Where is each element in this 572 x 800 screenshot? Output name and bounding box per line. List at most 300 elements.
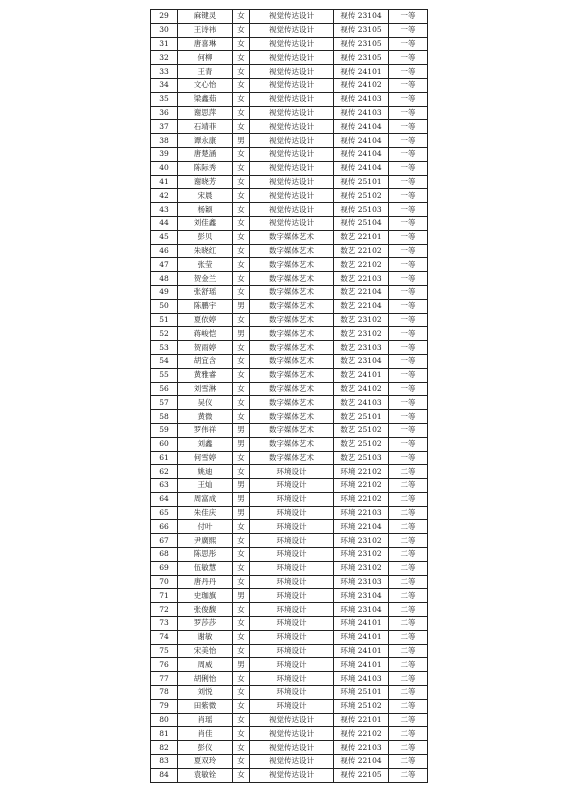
gender-cell: 女 (233, 23, 250, 37)
table-row (151, 506, 428, 520)
class-code-cell: 环境 22102 (334, 465, 389, 479)
gender-cell: 女 (233, 161, 250, 175)
gender-cell: 男 (233, 327, 250, 341)
major-cell: 视觉传达设计 (250, 203, 334, 217)
major-cell: 视觉传达设计 (250, 189, 334, 203)
row-number-cell: 76 (151, 658, 178, 672)
class-code-cell: 环境 24101 (334, 617, 389, 631)
student-name-cell: 唐丹丹 (178, 575, 233, 589)
student-name-cell: 刘佳鑫 (178, 216, 233, 230)
student-name-cell: 谢敏 (178, 630, 233, 644)
major-cell: 环境设计 (250, 465, 334, 479)
award-roster-table (150, 9, 428, 783)
class-code-cell: 环境 23102 (334, 548, 389, 562)
row-number-cell: 75 (151, 644, 178, 658)
class-code-cell: 视传 24104 (334, 120, 389, 134)
major-cell: 环境设计 (250, 506, 334, 520)
table-row (151, 327, 428, 341)
major-cell: 环境设计 (250, 534, 334, 548)
table-row (151, 451, 428, 465)
table-row (151, 727, 428, 741)
row-number-cell: 81 (151, 727, 178, 741)
row-number-cell: 49 (151, 285, 178, 299)
row-number-cell: 72 (151, 603, 178, 617)
student-name-cell: 彭贝 (178, 230, 233, 244)
class-code-cell: 视传 24104 (334, 147, 389, 161)
gender-cell: 女 (233, 272, 250, 286)
major-cell: 视觉传达设计 (250, 23, 334, 37)
major-cell: 视觉传达设计 (250, 37, 334, 51)
gender-cell: 男 (233, 299, 250, 313)
table-row (151, 65, 428, 79)
row-number-cell: 37 (151, 120, 178, 134)
class-code-cell: 数艺 23104 (334, 354, 389, 368)
row-number-cell: 46 (151, 244, 178, 258)
class-code-cell: 数艺 22104 (334, 299, 389, 313)
major-cell: 视觉传达设计 (250, 755, 334, 769)
row-number-cell: 56 (151, 382, 178, 396)
row-number-cell: 77 (151, 672, 178, 686)
major-cell: 数字媒体艺术 (250, 341, 334, 355)
award-level-cell: 一等 (389, 327, 428, 341)
gender-cell: 女 (233, 672, 250, 686)
gender-cell: 女 (233, 520, 250, 534)
gender-cell: 男 (233, 437, 250, 451)
major-cell: 数字媒体艺术 (250, 244, 334, 258)
major-cell: 环境设计 (250, 589, 334, 603)
class-code-cell: 环境 24101 (334, 630, 389, 644)
class-code-cell: 环境 24101 (334, 644, 389, 658)
row-number-cell: 73 (151, 617, 178, 631)
row-number-cell: 51 (151, 313, 178, 327)
table-row (151, 575, 428, 589)
major-cell: 数字媒体艺术 (250, 272, 334, 286)
award-level-cell: 二等 (389, 658, 428, 672)
gender-cell: 女 (233, 189, 250, 203)
row-number-cell: 59 (151, 423, 178, 437)
award-level-cell: 二等 (389, 727, 428, 741)
class-code-cell: 视传 25101 (334, 175, 389, 189)
class-code-cell: 环境 25101 (334, 686, 389, 700)
major-cell: 视觉传达设计 (250, 120, 334, 134)
award-level-cell: 二等 (389, 465, 428, 479)
student-name-cell: 姚迪 (178, 465, 233, 479)
gender-cell: 女 (233, 699, 250, 713)
major-cell: 环境设计 (250, 644, 334, 658)
table-row (151, 437, 428, 451)
row-number-cell: 52 (151, 327, 178, 341)
major-cell: 数字媒体艺术 (250, 299, 334, 313)
gender-cell: 女 (233, 644, 250, 658)
award-level-cell: 二等 (389, 741, 428, 755)
table-row (151, 755, 428, 769)
gender-cell: 女 (233, 106, 250, 120)
major-cell: 数字媒体艺术 (250, 258, 334, 272)
student-name-cell: 罗莎莎 (178, 617, 233, 631)
row-number-cell: 41 (151, 175, 178, 189)
major-cell: 环境设计 (250, 672, 334, 686)
class-code-cell: 环境 22103 (334, 506, 389, 520)
award-level-cell: 一等 (389, 451, 428, 465)
table-row (151, 272, 428, 286)
gender-cell: 女 (233, 78, 250, 92)
major-cell: 视觉传达设计 (250, 175, 334, 189)
student-name-cell: 宋晨 (178, 189, 233, 203)
student-name-cell: 王诗祎 (178, 23, 233, 37)
class-code-cell: 数艺 24102 (334, 382, 389, 396)
student-name-cell: 彭仪 (178, 741, 233, 755)
award-level-cell: 一等 (389, 396, 428, 410)
student-name-cell: 胡俐怡 (178, 672, 233, 686)
award-level-cell: 二等 (389, 575, 428, 589)
student-name-cell: 麻键灵 (178, 10, 233, 24)
table-row (151, 189, 428, 203)
student-name-cell: 张俊馥 (178, 603, 233, 617)
row-number-cell: 80 (151, 713, 178, 727)
gender-cell: 女 (233, 354, 250, 368)
gender-cell: 女 (233, 10, 250, 24)
student-name-cell: 周威 (178, 658, 233, 672)
gender-cell: 女 (233, 768, 250, 782)
class-code-cell: 视传 24103 (334, 92, 389, 106)
class-code-cell: 视传 25103 (334, 203, 389, 217)
award-level-cell: 一等 (389, 258, 428, 272)
award-level-cell: 一等 (389, 147, 428, 161)
row-number-cell: 55 (151, 368, 178, 382)
table-row (151, 341, 428, 355)
table-row (151, 644, 428, 658)
award-level-cell: 一等 (389, 134, 428, 148)
award-level-cell: 一等 (389, 37, 428, 51)
major-cell: 环境设计 (250, 548, 334, 562)
award-level-cell: 一等 (389, 299, 428, 313)
table-row (151, 313, 428, 327)
table-row (151, 520, 428, 534)
row-number-cell: 63 (151, 479, 178, 493)
row-number-cell: 64 (151, 492, 178, 506)
student-name-cell: 田紫微 (178, 699, 233, 713)
student-name-cell: 肖佳 (178, 727, 233, 741)
row-number-cell: 57 (151, 396, 178, 410)
major-cell: 视觉传达设计 (250, 78, 334, 92)
table-row (151, 244, 428, 258)
major-cell: 数字媒体艺术 (250, 396, 334, 410)
student-name-cell: 杨颖 (178, 203, 233, 217)
major-cell: 数字媒体艺术 (250, 437, 334, 451)
class-code-cell: 数艺 22104 (334, 285, 389, 299)
gender-cell: 女 (233, 341, 250, 355)
gender-cell: 女 (233, 230, 250, 244)
row-number-cell: 50 (151, 299, 178, 313)
award-level-cell: 一等 (389, 368, 428, 382)
table-row (151, 465, 428, 479)
student-name-cell: 陈思彤 (178, 548, 233, 562)
award-level-cell: 二等 (389, 686, 428, 700)
student-name-cell: 谢思萍 (178, 106, 233, 120)
major-cell: 环境设计 (250, 686, 334, 700)
student-name-cell: 张莹 (178, 258, 233, 272)
gender-cell: 女 (233, 216, 250, 230)
major-cell: 数字媒体艺术 (250, 313, 334, 327)
award-level-cell: 二等 (389, 644, 428, 658)
gender-cell: 男 (233, 492, 250, 506)
award-level-cell: 一等 (389, 203, 428, 217)
class-code-cell: 数艺 25102 (334, 437, 389, 451)
award-level-cell: 二等 (389, 492, 428, 506)
table-row (151, 106, 428, 120)
class-code-cell: 数艺 22101 (334, 230, 389, 244)
table-row (151, 37, 428, 51)
major-cell: 数字媒体艺术 (250, 410, 334, 424)
major-cell: 视觉传达设计 (250, 65, 334, 79)
student-name-cell: 梁鑫茹 (178, 92, 233, 106)
major-cell: 视觉传达设计 (250, 51, 334, 65)
gender-cell: 男 (233, 506, 250, 520)
table-row (151, 492, 428, 506)
table-row (151, 741, 428, 755)
award-level-cell: 一等 (389, 120, 428, 134)
table-row (151, 630, 428, 644)
row-number-cell: 68 (151, 548, 178, 562)
award-level-cell: 一等 (389, 230, 428, 244)
row-number-cell: 39 (151, 147, 178, 161)
gender-cell: 男 (233, 658, 250, 672)
class-code-cell: 数艺 23102 (334, 313, 389, 327)
row-number-cell: 35 (151, 92, 178, 106)
row-number-cell: 42 (151, 189, 178, 203)
student-name-cell: 文心怡 (178, 78, 233, 92)
student-name-cell: 何柳 (178, 51, 233, 65)
row-number-cell: 74 (151, 630, 178, 644)
row-number-cell: 65 (151, 506, 178, 520)
award-level-cell: 一等 (389, 354, 428, 368)
student-name-cell: 王青 (178, 65, 233, 79)
class-code-cell: 视传 23105 (334, 23, 389, 37)
student-name-cell: 贺雨婷 (178, 341, 233, 355)
award-level-cell: 一等 (389, 175, 428, 189)
table-row (151, 410, 428, 424)
row-number-cell: 71 (151, 589, 178, 603)
student-name-cell: 陈际秀 (178, 161, 233, 175)
table-row (151, 354, 428, 368)
table-row (151, 589, 428, 603)
class-code-cell: 数艺 23103 (334, 341, 389, 355)
student-name-cell: 夏双玲 (178, 755, 233, 769)
table-row (151, 658, 428, 672)
table-row (151, 561, 428, 575)
table-row (151, 134, 428, 148)
table-row (151, 10, 428, 24)
class-code-cell: 视传 22103 (334, 741, 389, 755)
table-row (151, 147, 428, 161)
gender-cell: 女 (233, 175, 250, 189)
award-level-cell: 二等 (389, 699, 428, 713)
gender-cell: 女 (233, 147, 250, 161)
table-row (151, 92, 428, 106)
student-name-cell: 王灿 (178, 479, 233, 493)
class-code-cell: 视传 23105 (334, 37, 389, 51)
table-row (151, 548, 428, 562)
student-name-cell: 尹廣熙 (178, 534, 233, 548)
gender-cell: 女 (233, 203, 250, 217)
table-row (151, 686, 428, 700)
gender-cell: 女 (233, 575, 250, 589)
award-level-cell: 一等 (389, 272, 428, 286)
award-level-cell: 一等 (389, 410, 428, 424)
student-name-cell: 贺金兰 (178, 272, 233, 286)
major-cell: 数字媒体艺术 (250, 285, 334, 299)
table-row (151, 699, 428, 713)
class-code-cell: 视传 25102 (334, 189, 389, 203)
award-level-cell: 一等 (389, 341, 428, 355)
award-level-cell: 一等 (389, 78, 428, 92)
class-code-cell: 视传 24101 (334, 65, 389, 79)
gender-cell: 女 (233, 755, 250, 769)
gender-cell: 男 (233, 479, 250, 493)
class-code-cell: 环境 25102 (334, 699, 389, 713)
award-level-cell: 一等 (389, 244, 428, 258)
major-cell: 环境设计 (250, 492, 334, 506)
award-level-cell: 一等 (389, 23, 428, 37)
class-code-cell: 环境 22102 (334, 492, 389, 506)
class-code-cell: 视传 22104 (334, 755, 389, 769)
student-name-cell: 罗伟祥 (178, 423, 233, 437)
student-name-cell: 唐喜琳 (178, 37, 233, 51)
gender-cell: 女 (233, 382, 250, 396)
student-name-cell: 吴仪 (178, 396, 233, 410)
row-number-cell: 38 (151, 134, 178, 148)
table-row (151, 216, 428, 230)
major-cell: 环境设计 (250, 699, 334, 713)
gender-cell: 女 (233, 630, 250, 644)
class-code-cell: 视传 24102 (334, 78, 389, 92)
table-row (151, 23, 428, 37)
class-code-cell: 视传 23105 (334, 51, 389, 65)
class-code-cell: 数艺 25101 (334, 410, 389, 424)
row-number-cell: 69 (151, 561, 178, 575)
award-level-cell: 二等 (389, 755, 428, 769)
major-cell: 环境设计 (250, 617, 334, 631)
table-row (151, 603, 428, 617)
student-name-cell: 何雪婷 (178, 451, 233, 465)
award-level-cell: 一等 (389, 92, 428, 106)
student-name-cell: 伍敏慧 (178, 561, 233, 575)
student-name-cell: 胡宜含 (178, 354, 233, 368)
student-name-cell: 黄雅睿 (178, 368, 233, 382)
major-cell: 数字媒体艺术 (250, 354, 334, 368)
major-cell: 视觉传达设计 (250, 10, 334, 24)
major-cell: 数字媒体艺术 (250, 382, 334, 396)
gender-cell: 女 (233, 548, 250, 562)
student-name-cell: 刘鑫 (178, 437, 233, 451)
award-level-cell: 一等 (389, 423, 428, 437)
major-cell: 视觉传达设计 (250, 216, 334, 230)
class-code-cell: 视传 24104 (334, 161, 389, 175)
major-cell: 环境设计 (250, 520, 334, 534)
major-cell: 环境设计 (250, 658, 334, 672)
major-cell: 视觉传达设计 (250, 161, 334, 175)
award-level-cell: 二等 (389, 713, 428, 727)
major-cell: 数字媒体艺术 (250, 230, 334, 244)
student-name-cell: 史珈旗 (178, 589, 233, 603)
class-code-cell: 环境 24103 (334, 672, 389, 686)
major-cell: 环境设计 (250, 479, 334, 493)
student-name-cell: 谢晓芳 (178, 175, 233, 189)
class-code-cell: 环境 23104 (334, 603, 389, 617)
gender-cell: 男 (233, 134, 250, 148)
gender-cell: 女 (233, 451, 250, 465)
major-cell: 视觉传达设计 (250, 92, 334, 106)
award-level-cell: 二等 (389, 589, 428, 603)
row-number-cell: 54 (151, 354, 178, 368)
table-row (151, 617, 428, 631)
major-cell: 数字媒体艺术 (250, 368, 334, 382)
class-code-cell: 视传 25104 (334, 216, 389, 230)
class-code-cell: 环境 23103 (334, 575, 389, 589)
table-row (151, 479, 428, 493)
class-code-cell: 数艺 22102 (334, 244, 389, 258)
class-code-cell: 环境 23102 (334, 534, 389, 548)
award-level-cell: 二等 (389, 520, 428, 534)
award-level-cell: 一等 (389, 65, 428, 79)
row-number-cell: 31 (151, 37, 178, 51)
row-number-cell: 45 (151, 230, 178, 244)
table-row (151, 161, 428, 175)
student-name-cell: 肖瑶 (178, 713, 233, 727)
class-code-cell: 数艺 22103 (334, 272, 389, 286)
major-cell: 视觉传达设计 (250, 134, 334, 148)
class-code-cell: 视传 22102 (334, 727, 389, 741)
student-name-cell: 谭永康 (178, 134, 233, 148)
gender-cell: 女 (233, 285, 250, 299)
award-level-cell: 一等 (389, 216, 428, 230)
class-code-cell: 视传 22101 (334, 713, 389, 727)
gender-cell: 女 (233, 120, 250, 134)
class-code-cell: 视传 22105 (334, 768, 389, 782)
major-cell: 视觉传达设计 (250, 741, 334, 755)
student-name-cell: 朱晓红 (178, 244, 233, 258)
class-code-cell: 环境 22104 (334, 520, 389, 534)
row-number-cell: 66 (151, 520, 178, 534)
gender-cell: 男 (233, 423, 250, 437)
award-level-cell: 一等 (389, 437, 428, 451)
gender-cell: 女 (233, 603, 250, 617)
gender-cell: 女 (233, 561, 250, 575)
row-number-cell: 29 (151, 10, 178, 24)
gender-cell: 女 (233, 258, 250, 272)
gender-cell: 女 (233, 37, 250, 51)
class-code-cell: 环境 23102 (334, 561, 389, 575)
gender-cell: 女 (233, 713, 250, 727)
roster-body (151, 10, 428, 783)
row-number-cell: 33 (151, 65, 178, 79)
table-row (151, 78, 428, 92)
award-level-cell: 二等 (389, 479, 428, 493)
row-number-cell: 48 (151, 272, 178, 286)
major-cell: 环境设计 (250, 561, 334, 575)
award-level-cell: 二等 (389, 672, 428, 686)
major-cell: 视觉传达设计 (250, 106, 334, 120)
row-number-cell: 34 (151, 78, 178, 92)
class-code-cell: 数艺 24101 (334, 368, 389, 382)
award-level-cell: 二等 (389, 548, 428, 562)
row-number-cell: 58 (151, 410, 178, 424)
table-row (151, 175, 428, 189)
table-row (151, 534, 428, 548)
student-name-cell: 周富成 (178, 492, 233, 506)
class-code-cell: 数艺 24103 (334, 396, 389, 410)
award-level-cell: 二等 (389, 561, 428, 575)
